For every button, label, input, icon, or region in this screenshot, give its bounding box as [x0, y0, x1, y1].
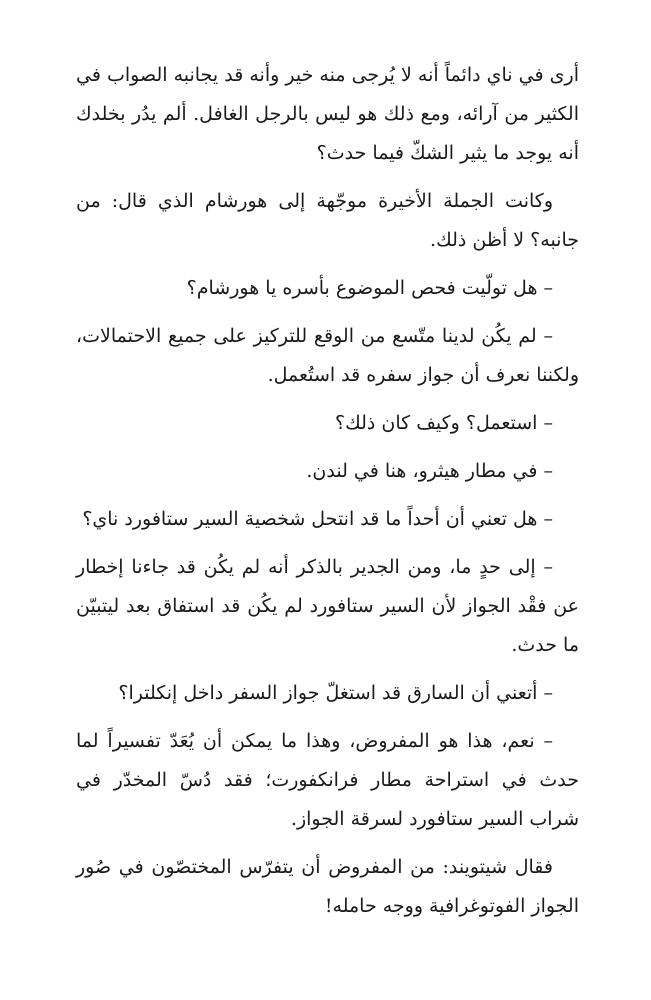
paragraph-dialogue: – في مطار هيثرو، هنا في لندن. — [306, 460, 553, 482]
paragraph-dialogue: – إلى حدٍ ما، ومن الجدير بالذكر أنه لم يكُن قد جاءنا إخطار عن فقْد الجواز لأن السير ستافورد لم يكُن قد استفاق بعد ليتبيّن ما حدث. — [76, 556, 579, 656]
paragraph-dialogue: – نعم، هذا هو المفروض، وهذا ما يمكن أن يُعَدّ تفسيراً لما حدث في استراحة مطار فرانكفورت؛ فقد دُسّ المخدّر في شراب السير ستافورد لسرقة الجواز. — [76, 730, 579, 830]
paragraph-dialogue: – أتعني أن السارق قد استغلّ جواز السفر داخل إنكلترا؟ — [118, 682, 553, 704]
paragraph-dialogue: – لم يكُن لدينا متّسع من الوقع للتركيز على جميع الاحتمالات، ولكننا نعرف أن جواز سفره قد استُعمل. — [76, 325, 579, 386]
paragraph-narration: وكانت الجملة الأخيرة موجّهة إلى هورشام الذي قال: من جانبه؟ لا أظن ذلك. — [76, 190, 579, 251]
paragraph-dialogue: – استعمل؟ وكيف كان ذلك؟ — [335, 412, 553, 434]
paragraph-narration: فقال شيتويند: من المفروض أن يتفرّس المختصّون في صُور الجواز الفوتوغرافية ووجه حامله! — [76, 856, 579, 917]
paragraph-dialogue: – هل تولّيت فحص الموضوع بأسره يا هورشام؟ — [186, 277, 553, 299]
paragraph-narration: أرى في ناي دائماً أنه لا يُرجى منه خير وأنه قد يجانبه الصواب في الكثير من آرائه، ومع ذلك هو ليس بالرجل الغافل. ألم يدُر بخلدك أنه يوجد ما يثير الشكّ فيما حدث؟ — [76, 64, 579, 164]
paragraph-dialogue: – هل تعني أن أحداً ما قد انتحل شخصية السير ستافورد ناي؟ — [82, 508, 553, 530]
